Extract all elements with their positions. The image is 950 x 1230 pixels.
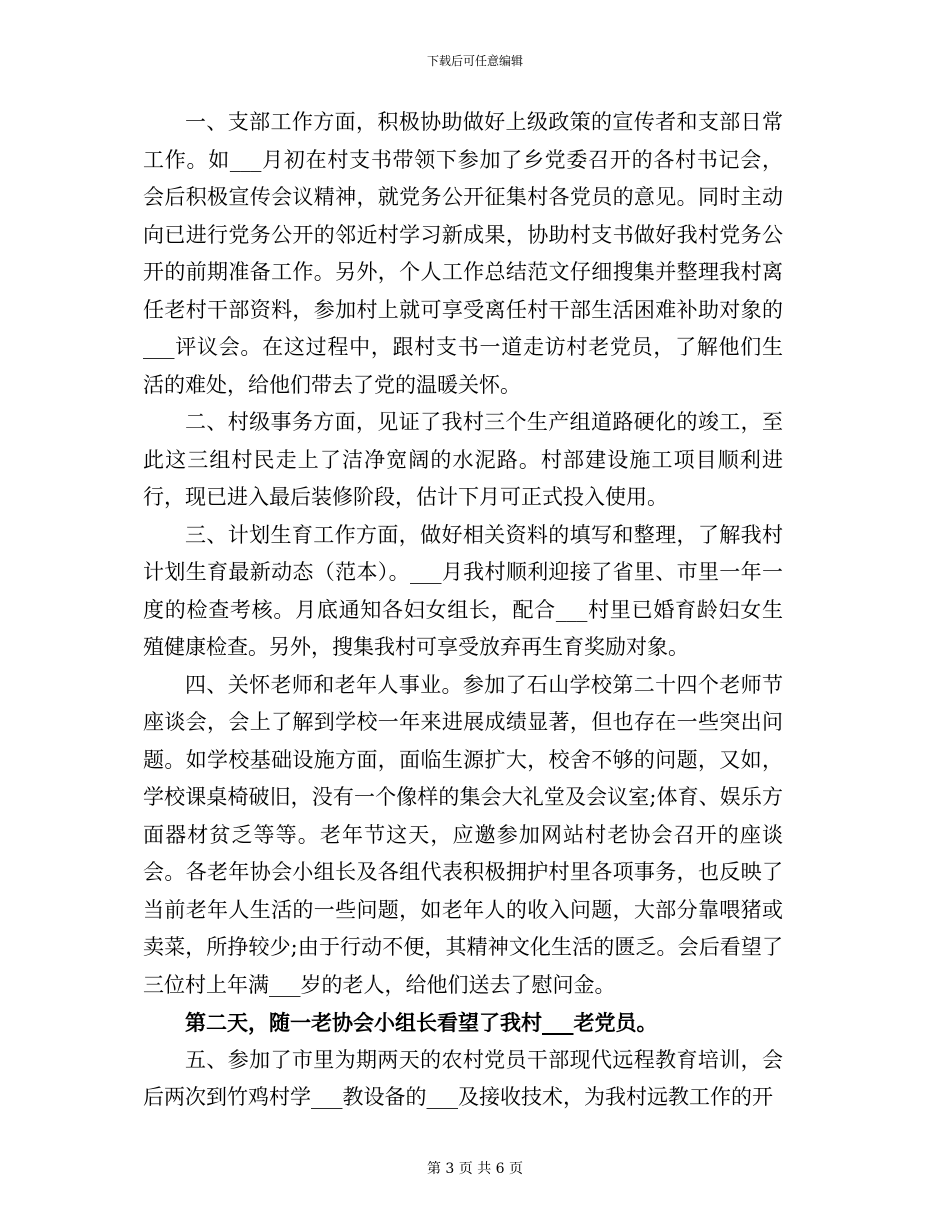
paragraph-teachers-elderly: 四、关怀老师和老年人事业。参加了石山学校第二十四个老师节座谈会，会上了解到学校一年来进展成绩显著，但也存在一些突出问题。如学校基础设施方面，面临生源扩大，校舍不够的问题，又如，学校课桌椅破旧，没有一个像样的集会大礼堂及会议室;体育、娱乐方面器材贫乏等等。老年节这天，应邀参加网站村老协会召开的座谈会。各老年协会小组长及各组代表积极拥护村里各项事务，也反映了当前老年人生活的一些问题，如老年人的收入问题，大部分靠喂猪或卖菜，所挣较少;由于行动不便，其精神文化生活的匮乏。会后看望了三位村上年满___岁的老人，给他们送去了慰问金。 (143, 672, 783, 997)
document-body (143, 104, 783, 1117)
paragraph-second-day-visit: 第二天，随一老协会小组长看望了我村___老党员。 (185, 1010, 658, 1035)
page-number: 第 3 页 共 6 页 (426, 1161, 524, 1177)
paragraph-village-affairs: 二、村级事务方面，见证了我村三个生产组道路硬化的竣工，至此这三组村民走上了洁净宽阔的水泥路。村部建设施工项目顺利进行，现已进入最后装修阶段，估计下月可正式投入使用。 (143, 410, 783, 509)
paragraph-family-planning: 三、计划生育工作方面，做好相关资料的填写和整理，了解我村计划生育最新动态（范本）。___月我村顺利迎接了省里、市里一年一度的检查考核。月底通知各妇女组长，配合___村里已婚育龄妇女生殖健康检查。另外，搜集我村可享受放弃再生育奖励对象。 (143, 522, 783, 659)
page-header: 下载后可任意编辑 (426, 54, 523, 68)
paragraph-party-branch-work: 一、支部工作方面，积极协助做好上级政策的宣传者和支部日常工作。如___月初在村支书带领下参加了乡党委召开的各村书记会，会后积极宣传会议精神，就党务公开征集村各党员的意见。同时主动向已进行党务公开的邻近村学习新成果，协助村支书做好我村党务公开的前期准备工作。另外，个人工作总结范文仔细搜集并整理我村离任老村干部资料，参加村上就可享受离任村干部生活困难补助对象的___评议会。在这过程中，跟村支书一道走访村老党员，了解他们生活的难处，给他们带去了党的温暖关怀。 (143, 110, 783, 397)
paragraph-remote-education: 五、参加了市里为期两天的农村党员干部现代远程教育培训，会后两次到竹鸡村学___教设备的___及接收技术，为我村远教工作的开 (143, 1047, 783, 1109)
